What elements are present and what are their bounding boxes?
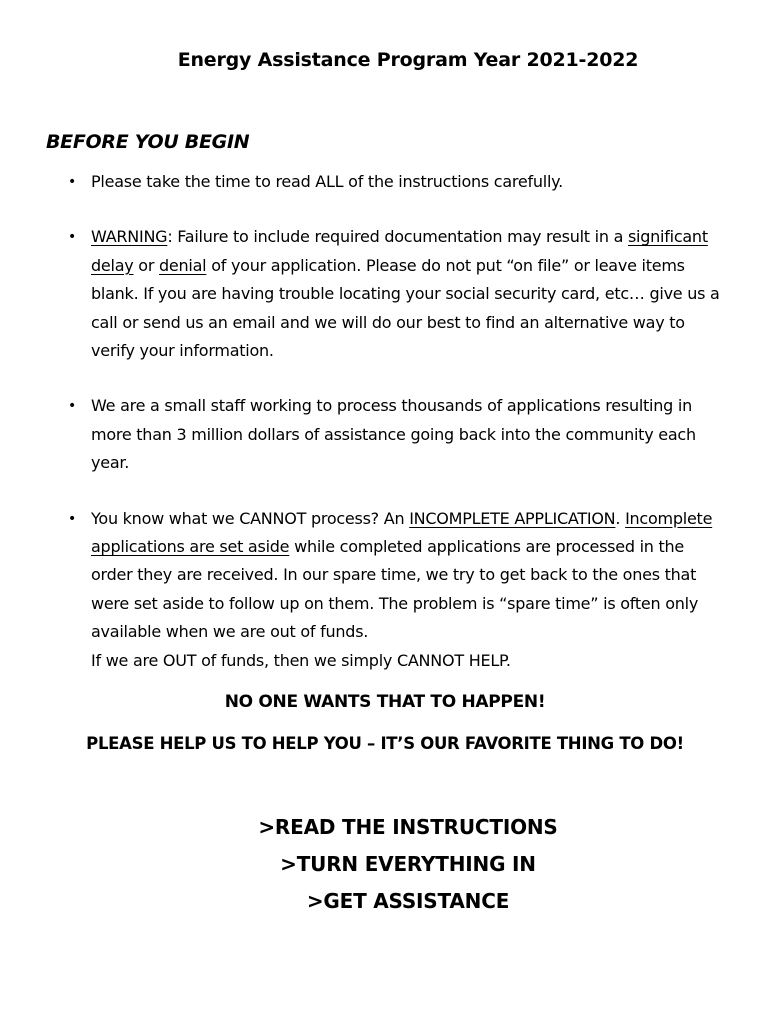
bullet-text: or	[133, 255, 160, 275]
list-item	[0, 168, 770, 196]
bullet-text: .	[615, 508, 626, 528]
callout-help-us: PLEASE HELP US TO HELP YOU – IT’S OUR FAVORITE THING TO DO!	[86, 734, 684, 753]
bullet-text: while completed applications are processed in the order they are received. In our spare time, we try to get back to the ones that were set aside to follow up on them. The problem is “spare time” is often only available when we are out of funds.	[91, 537, 699, 642]
bullet-text: If we are OUT of funds, then we simply CANNOT HELP.	[91, 650, 511, 670]
bullet-text: : Failure to include required documentation may result in a	[167, 227, 628, 247]
warning-label: WARNING	[91, 227, 168, 247]
page-title: Energy Assistance Program Year 2021-2022	[177, 49, 639, 71]
bullet-text: of your application. Please do not put “on file” or leave items blank. If you are having trouble locating your social security card, etc… give us a call or send us an email and we will do our best to find an alternative way to verify your information.	[91, 255, 720, 361]
significant-delay-text: significant delay	[91, 227, 708, 275]
list-item	[0, 505, 770, 675]
set-aside-text: Incomplete applications are set aside	[91, 508, 713, 557]
bullet-text: You know what we CANNOT process? An	[91, 508, 410, 528]
call-to-action	[0, 809, 770, 920]
section-heading: BEFORE YOU BEGIN	[46, 131, 250, 153]
cta-line-turn-in: >TURN EVERYTHING IN	[280, 852, 536, 876]
bullet-text: Please take the time to read ALL of the instructions carefully.	[91, 172, 563, 191]
denial-text: denial	[159, 255, 207, 275]
instruction-list	[0, 168, 770, 675]
callout-no-one: NO ONE WANTS THAT TO HAPPEN!	[224, 692, 546, 712]
bullet-text: We are a small staff working to process thousands of applications resulting in more than 3 million dollars of assistance going back into the community each year.	[91, 396, 696, 473]
list-item	[0, 392, 770, 477]
cta-line-assistance: >GET ASSISTANCE	[306, 889, 510, 913]
incomplete-application-text: INCOMPLETE APPLICATION	[409, 508, 616, 528]
cta-line-read: >READ THE INSTRUCTIONS	[258, 815, 558, 839]
list-item	[0, 223, 770, 365]
